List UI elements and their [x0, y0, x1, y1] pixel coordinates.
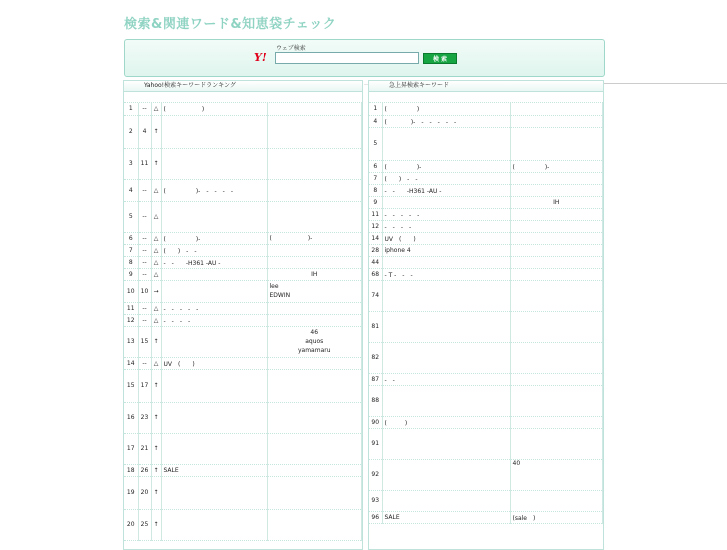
table-row: [124, 476, 362, 509]
prev-rank-cell: 4: [138, 115, 151, 148]
table-row: [124, 509, 362, 540]
search-button[interactable]: 検 索: [423, 53, 457, 64]
trend-icon: ↑: [151, 464, 161, 476]
table-row: [369, 208, 603, 220]
keyword-link[interactable]: ( ): [161, 103, 267, 115]
related-cell: [510, 311, 603, 342]
trend-icon: △: [151, 357, 161, 369]
related-cell: IH: [267, 268, 362, 280]
prev-rank-cell: 11: [138, 148, 151, 179]
rank-cell: 7: [124, 244, 138, 256]
trend-icon: △: [151, 268, 161, 280]
rank-cell: 10: [124, 280, 138, 302]
keyword-link[interactable]: SALE: [161, 464, 267, 476]
table-row: [124, 326, 362, 357]
related-cell: [267, 433, 362, 464]
rank-cell: 8: [369, 184, 382, 196]
table-row: [369, 103, 603, 115]
table-row: [369, 459, 603, 490]
keyword-link[interactable]: - - -H361 -AU -: [382, 184, 510, 196]
keyword-link[interactable]: [161, 433, 267, 464]
related-cell: [510, 280, 603, 311]
table-row: [369, 115, 603, 127]
keyword-link[interactable]: [161, 476, 267, 509]
trend-icon: ↑: [151, 509, 161, 540]
table-row: [369, 311, 603, 342]
prev-rank-cell: 26: [138, 464, 151, 476]
rank-cell: 6: [369, 160, 382, 172]
related-cell: ( )-: [510, 160, 603, 172]
separator-mark: ‥: [364, 80, 369, 87]
trend-icon: ↑: [151, 402, 161, 433]
rank-cell: 12: [124, 314, 138, 326]
related-cell: [510, 256, 603, 268]
yahoo-logo-icon: Y!: [254, 51, 267, 64]
table-row: [124, 256, 362, 268]
keyword-link[interactable]: - - - -: [161, 314, 267, 326]
related-cell: [267, 179, 362, 201]
keyword-link[interactable]: [161, 201, 267, 232]
rank-cell: 20: [124, 509, 138, 540]
related-cell: [510, 373, 603, 385]
table-row: [369, 268, 603, 280]
rank-cell: 4: [369, 115, 382, 127]
keyword-link[interactable]: - - -H361 -AU -: [161, 256, 267, 268]
rank-cell: 16: [124, 402, 138, 433]
prev-rank-cell: 15: [138, 326, 151, 357]
table-row: [369, 244, 603, 256]
trend-icon: △: [151, 232, 161, 244]
table-row: [369, 256, 603, 268]
rank-cell: 28: [369, 244, 382, 256]
related-cell: [510, 103, 603, 115]
related-cell: [267, 464, 362, 476]
table-row: [124, 179, 362, 201]
related-cell: [510, 244, 603, 256]
trend-icon: ↑: [151, 433, 161, 464]
related-cell: IH: [510, 196, 603, 208]
keyword-link[interactable]: [382, 280, 510, 311]
related-cell: [267, 103, 362, 115]
rank-cell: 6: [124, 232, 138, 244]
table-row: [369, 416, 603, 428]
rank-cell: 4: [124, 179, 138, 201]
rank-cell: 90: [369, 416, 382, 428]
keyword-link[interactable]: [161, 369, 267, 402]
table-row: [369, 511, 603, 523]
prev-rank-cell: --: [138, 103, 151, 115]
keyword-link[interactable]: [382, 428, 510, 459]
prev-rank-cell: 25: [138, 509, 151, 540]
keyword-link[interactable]: UV ( ): [161, 357, 267, 369]
rank-cell: 2: [124, 115, 138, 148]
trend-icon: ↑: [151, 115, 161, 148]
prev-rank-cell: 23: [138, 402, 151, 433]
rank-cell: 87: [369, 373, 382, 385]
trend-icon: △: [151, 179, 161, 201]
prev-rank-cell: 21: [138, 433, 151, 464]
rank-cell: 7: [369, 172, 382, 184]
table-row: [369, 385, 603, 416]
rank-cell: 12: [369, 220, 382, 232]
table-row: [369, 184, 603, 196]
rising-table: [369, 103, 603, 524]
keyword-link[interactable]: ( )-: [161, 232, 267, 244]
prev-rank-cell: --: [138, 244, 151, 256]
keyword-link[interactable]: SALE: [382, 511, 510, 523]
related-cell: [267, 256, 362, 268]
rank-cell: 18: [124, 464, 138, 476]
keyword-link[interactable]: [382, 256, 510, 268]
trend-icon: ↑: [151, 148, 161, 179]
table-row: [124, 103, 362, 115]
rank-cell: 17: [124, 433, 138, 464]
rank-cell: 15: [124, 369, 138, 402]
rising-title: 急上昇検索キーワード: [369, 81, 603, 92]
table-row: [124, 302, 362, 314]
keyword-link[interactable]: ( )- - - - - -: [382, 115, 510, 127]
keyword-link[interactable]: [382, 385, 510, 416]
rank-cell: 81: [369, 311, 382, 342]
rising-panel: [368, 80, 604, 550]
rank-cell: 96: [369, 511, 382, 523]
rank-cell: 68: [369, 268, 382, 280]
prev-rank-cell: 20: [138, 476, 151, 509]
keyword-link[interactable]: [382, 196, 510, 208]
rank-cell: 19: [124, 476, 138, 509]
rank-cell: 8: [124, 256, 138, 268]
table-row: [369, 428, 603, 459]
prev-rank-cell: --: [138, 357, 151, 369]
rank-cell: 88: [369, 385, 382, 416]
keyword-link[interactable]: [161, 268, 267, 280]
rank-cell: 13: [124, 326, 138, 357]
trend-icon: △: [151, 244, 161, 256]
table-row: [124, 280, 362, 302]
rank-cell: 5: [124, 201, 138, 232]
related-cell: [267, 244, 362, 256]
ranking-table: [124, 103, 362, 541]
keyword-link[interactable]: iphone 4: [382, 244, 510, 256]
keyword-link[interactable]: UV ( ): [382, 232, 510, 244]
trend-icon: △: [151, 314, 161, 326]
ranking-panel: [123, 80, 363, 550]
table-row: [124, 232, 362, 244]
rank-cell: 14: [369, 232, 382, 244]
keyword-link[interactable]: [382, 459, 510, 490]
related-cell: [510, 172, 603, 184]
related-cell: [510, 184, 603, 196]
related-cell: 40: [510, 459, 603, 490]
table-row: [124, 433, 362, 464]
trend-icon: ↑: [151, 369, 161, 402]
divider: [604, 83, 727, 84]
table-row: [124, 148, 362, 179]
rank-cell: 3: [124, 148, 138, 179]
prev-rank-cell: --: [138, 314, 151, 326]
rank-cell: 5: [369, 127, 382, 160]
rank-cell: 1: [369, 103, 382, 115]
keyword-link[interactable]: [382, 342, 510, 373]
trend-icon: ↑: [151, 326, 161, 357]
related-cell: [267, 148, 362, 179]
trend-icon: △: [151, 302, 161, 314]
prev-rank-cell: 17: [138, 369, 151, 402]
rank-cell: 44: [369, 256, 382, 268]
keyword-link[interactable]: - -: [382, 373, 510, 385]
page-title: 検索&関連ワード&知恵袋チェック: [124, 17, 337, 32]
related-cell: lee EDWIN: [267, 280, 362, 302]
table-row: [369, 280, 603, 311]
related-cell: [510, 428, 603, 459]
related-cell: [510, 220, 603, 232]
keyword-link[interactable]: [161, 509, 267, 540]
rank-cell: 11: [124, 302, 138, 314]
rank-cell: 11: [369, 208, 382, 220]
related-cell: [510, 127, 603, 160]
rank-cell: 9: [124, 268, 138, 280]
related-cell: [510, 342, 603, 373]
rank-cell: 93: [369, 490, 382, 511]
table-row: [124, 402, 362, 433]
trend-icon: →: [151, 280, 161, 302]
table-row: [369, 490, 603, 511]
prev-rank-cell: --: [138, 256, 151, 268]
table-row: [124, 314, 362, 326]
related-cell: [510, 232, 603, 244]
related-cell: (sale ): [510, 511, 603, 523]
rank-cell: 1: [124, 103, 138, 115]
related-cell: ( )-: [267, 232, 362, 244]
keyword-link[interactable]: [161, 402, 267, 433]
search-input[interactable]: [275, 52, 419, 64]
table-row: [369, 160, 603, 172]
table-row: [369, 373, 603, 385]
rank-cell: 91: [369, 428, 382, 459]
related-cell: [267, 357, 362, 369]
related-cell: [267, 115, 362, 148]
related-cell: [267, 314, 362, 326]
rank-cell: 9: [369, 196, 382, 208]
related-cell: [267, 402, 362, 433]
table-row: [124, 464, 362, 476]
keyword-link[interactable]: ( ): [382, 416, 510, 428]
prev-rank-cell: --: [138, 179, 151, 201]
related-cell: [267, 476, 362, 509]
rank-cell: 82: [369, 342, 382, 373]
rank-cell: 14: [124, 357, 138, 369]
keyword-link[interactable]: [161, 115, 267, 148]
rank-cell: 74: [369, 280, 382, 311]
keyword-link[interactable]: ( )- - - - -: [161, 179, 267, 201]
table-row: [369, 232, 603, 244]
related-cell: [510, 385, 603, 416]
keyword-link[interactable]: [382, 490, 510, 511]
related-cell: [267, 302, 362, 314]
keyword-link[interactable]: [161, 326, 267, 357]
keyword-link[interactable]: - T - - -: [382, 268, 510, 280]
keyword-link[interactable]: ( ) - -: [382, 172, 510, 184]
keyword-link[interactable]: [382, 311, 510, 342]
prev-rank-cell: --: [138, 302, 151, 314]
related-cell: [510, 115, 603, 127]
table-row: [124, 244, 362, 256]
related-cell: 46 aquos yamamaru: [267, 326, 362, 357]
search-label: ウェブ検索: [276, 45, 306, 52]
prev-rank-cell: --: [138, 268, 151, 280]
related-cell: [510, 490, 603, 511]
ranking-title: Yahoo!検索キーワードランキング: [124, 81, 362, 92]
related-cell: [267, 201, 362, 232]
trend-icon: △: [151, 201, 161, 232]
table-row: [124, 115, 362, 148]
keyword-link[interactable]: [161, 148, 267, 179]
table-row: [124, 268, 362, 280]
related-cell: [510, 416, 603, 428]
rising-subheader: [369, 92, 603, 103]
rank-cell: 92: [369, 459, 382, 490]
keyword-link[interactable]: ( )-: [382, 160, 510, 172]
related-cell: [510, 268, 603, 280]
table-row: [124, 369, 362, 402]
keyword-link[interactable]: [382, 127, 510, 160]
ranking-subheader: [124, 92, 362, 103]
related-cell: [510, 208, 603, 220]
table-row: [369, 196, 603, 208]
table-row: [369, 172, 603, 184]
keyword-link[interactable]: - - - -: [382, 220, 510, 232]
trend-icon: △: [151, 256, 161, 268]
prev-rank-cell: --: [138, 232, 151, 244]
prev-rank-cell: --: [138, 201, 151, 232]
table-row: [369, 127, 603, 160]
keyword-link[interactable]: [161, 280, 267, 302]
keyword-link[interactable]: ( ) - -: [161, 244, 267, 256]
prev-rank-cell: 10: [138, 280, 151, 302]
table-row: [369, 342, 603, 373]
table-row: [369, 220, 603, 232]
table-row: [124, 201, 362, 232]
keyword-link[interactable]: - - - - -: [382, 208, 510, 220]
keyword-link[interactable]: ( ): [382, 103, 510, 115]
trend-icon: ↑: [151, 476, 161, 509]
related-cell: [267, 369, 362, 402]
trend-icon: △: [151, 103, 161, 115]
table-row: [124, 357, 362, 369]
keyword-link[interactable]: - - - - -: [161, 302, 267, 314]
related-cell: [267, 509, 362, 540]
